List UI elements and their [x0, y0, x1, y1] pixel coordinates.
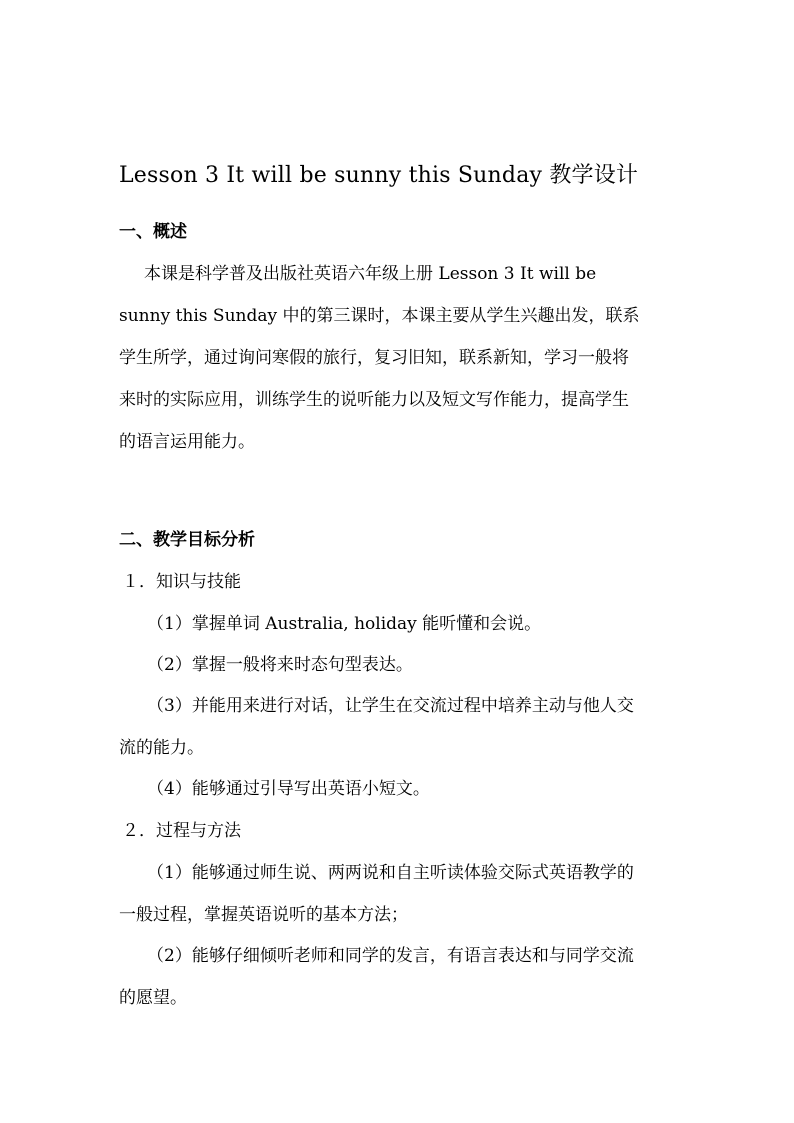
list-item-continuation: 流的能力。	[119, 738, 204, 758]
list-item: （4）能够通过引导写出英语小短文。	[147, 779, 430, 799]
paragraph-line: 来时的实际应用，训练学生的说听能力以及短文写作能力，提高学生	[119, 390, 629, 410]
subsection-label-process: ２．过程与方法	[122, 821, 241, 841]
document-title: Lesson 3 It will be sunny this Sunday 教学设计	[119, 163, 639, 188]
subsection-label-knowledge: １．知识与技能	[122, 572, 241, 592]
paragraph-line: 的语言运用能力。	[119, 432, 255, 452]
list-item-continuation: 一般过程，掌握英语说听的基本方法；	[119, 905, 408, 925]
list-item-continuation: 的愿望。	[119, 988, 187, 1008]
paragraph-line: 本课是科学普及出版社英语六年级上册 Lesson 3 It will be	[144, 264, 597, 284]
list-item: （1）能够通过师生说、两两说和自主听读体验交际式英语教学的	[147, 863, 634, 883]
section-heading-objectives: 二、教学目标分析	[119, 530, 255, 550]
list-item: （2）掌握一般将来时态句型表达。	[147, 655, 413, 675]
list-item: （2）能够仔细倾听老师和同学的发言，有语言表达和与同学交流	[147, 946, 634, 966]
list-item: （1）掌握单词 Australia, holiday 能听懂和会说。	[147, 614, 542, 634]
section-heading-overview: 一、概述	[119, 222, 187, 242]
paragraph-line: sunny this Sunday 中的第三课时，本课主要从学生兴趣出发，联系	[119, 306, 640, 326]
list-item: （3）并能用来进行对话，让学生在交流过程中培养主动与他人交	[147, 696, 634, 716]
paragraph-line: 学生所学，通过询问寒假的旅行，复习旧知，联系新知，学习一般将	[119, 348, 629, 368]
